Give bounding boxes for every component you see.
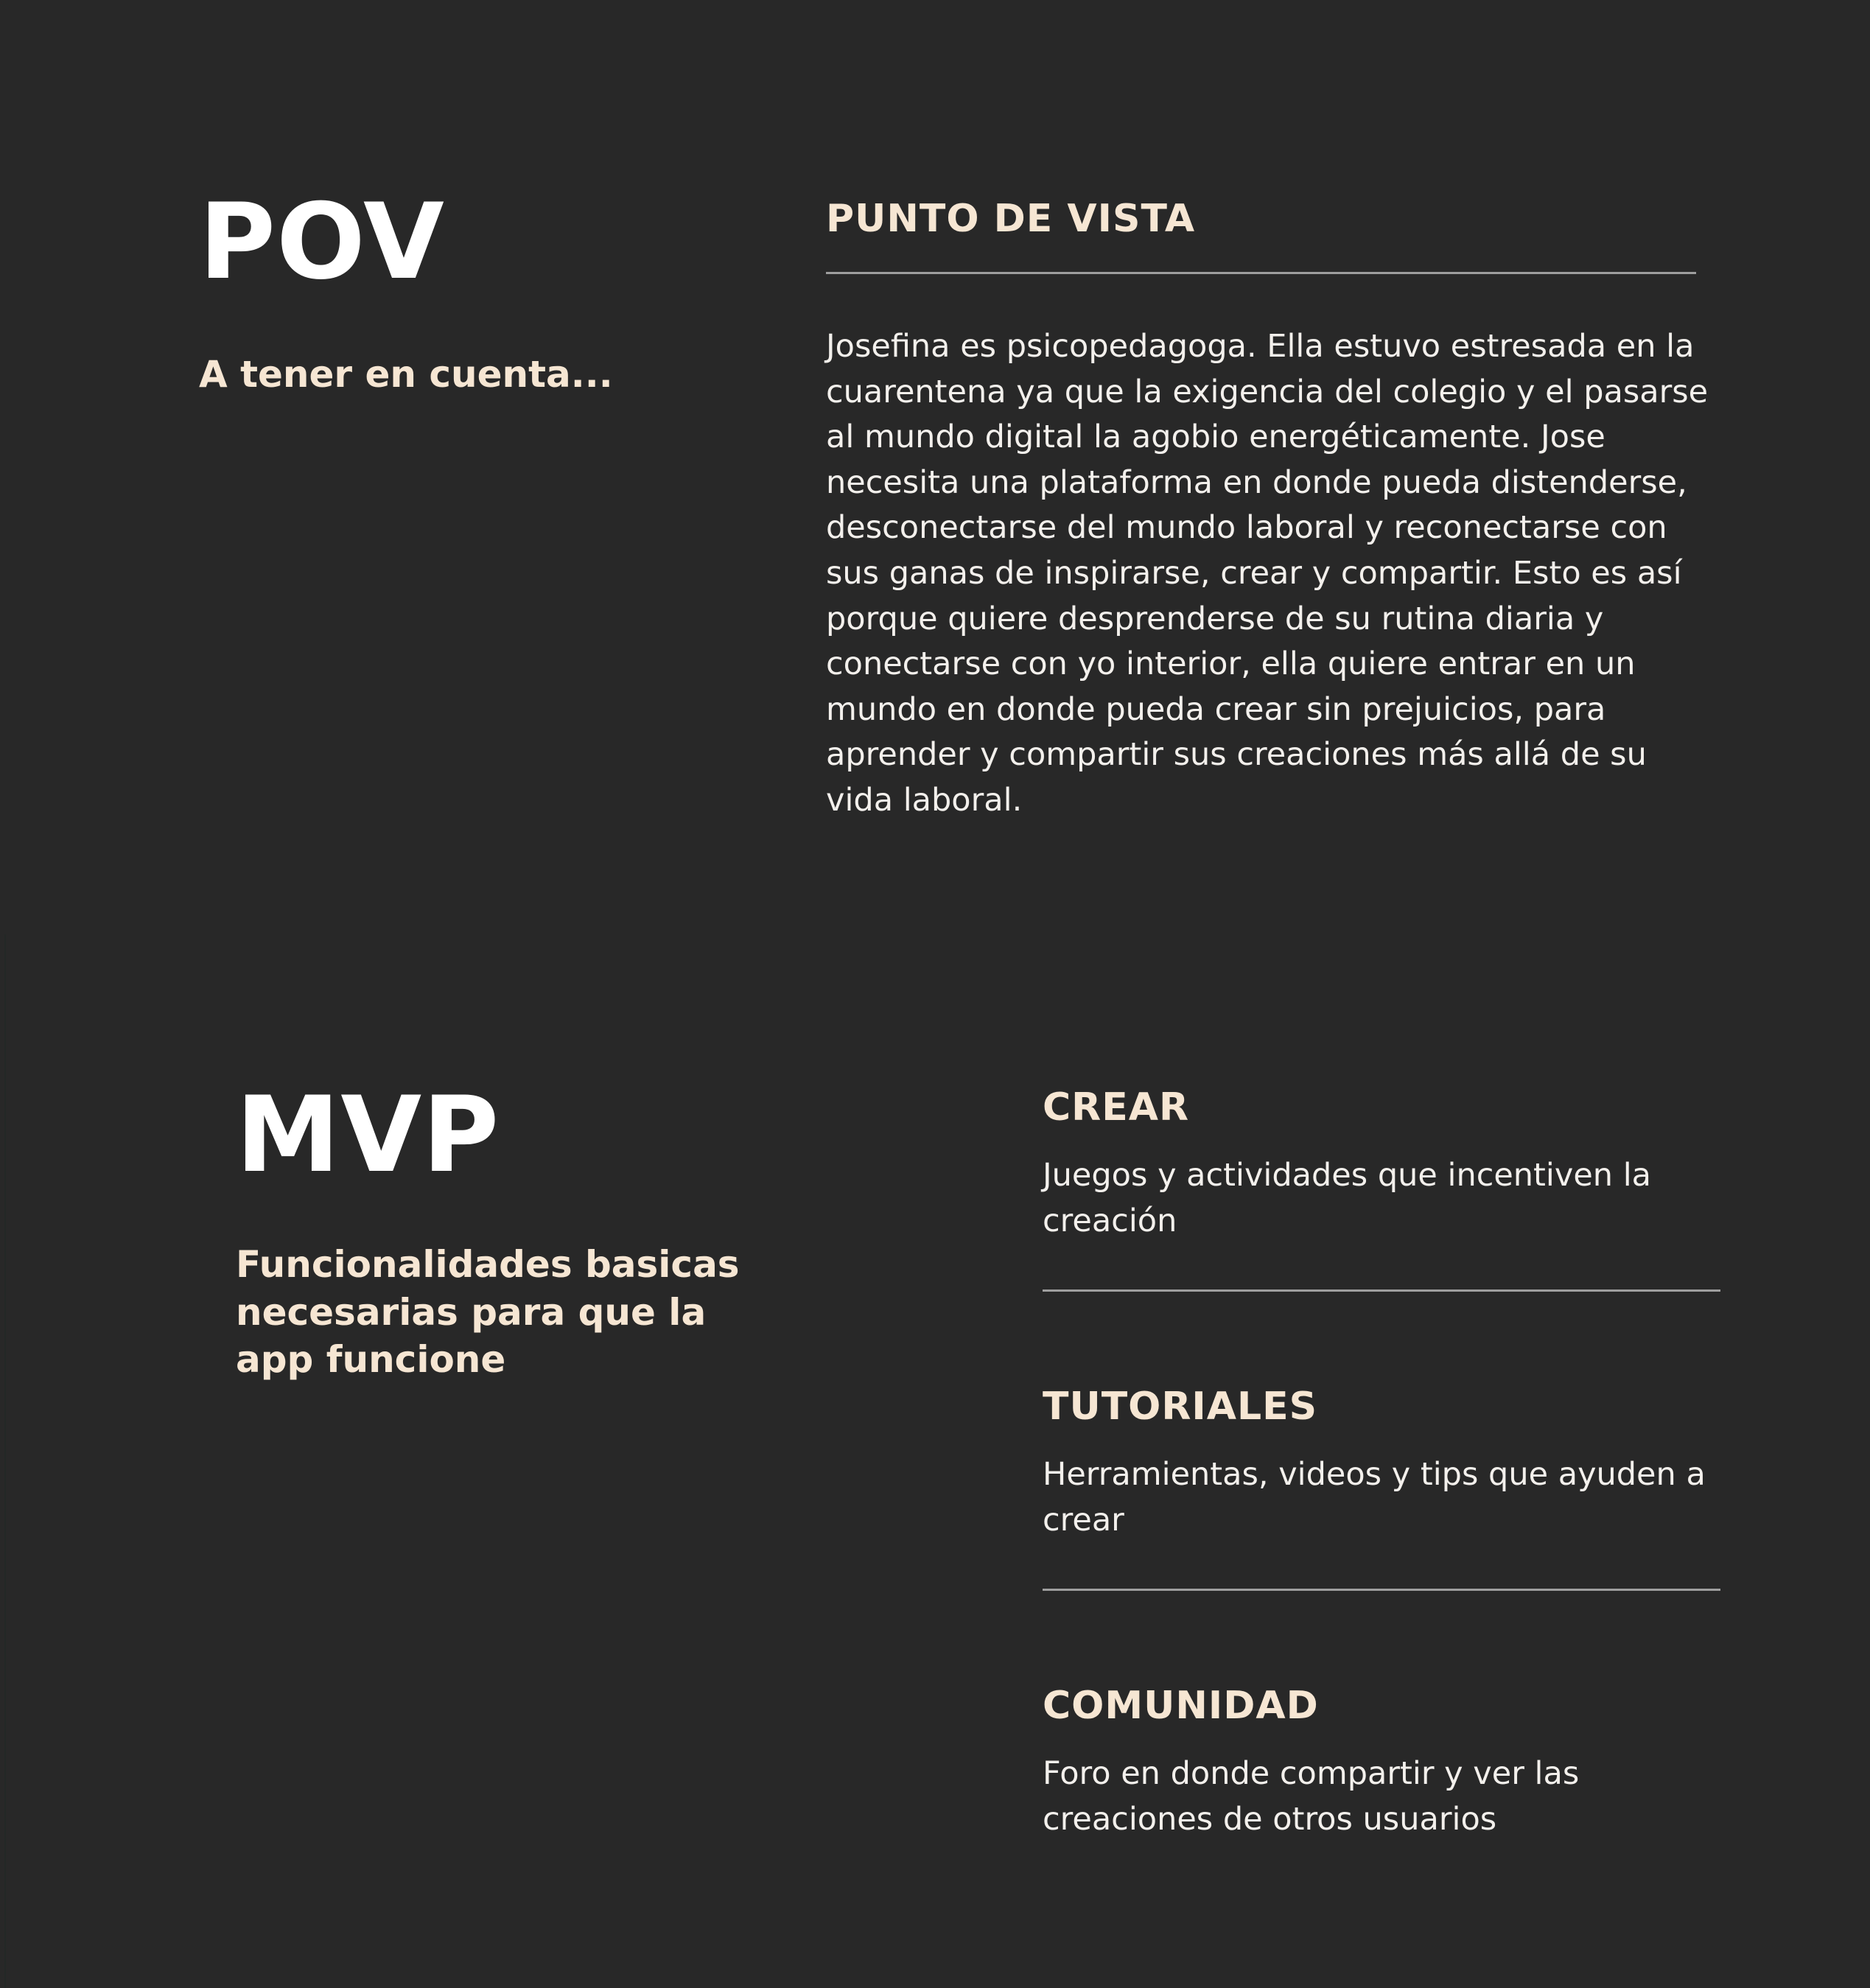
feature-description: Foro en donde compartir y ver las creaciones de otros usuarios <box>1043 1755 1580 1838</box>
feature-title: TUTORIALES <box>1043 1385 1318 1429</box>
pov-heading: PUNTO DE VISTA <box>826 197 1196 241</box>
left-edge-divider <box>4 934 6 1988</box>
feature-divider <box>1043 1589 1720 1591</box>
feature-description: Herramientas, videos y tips que ayuden a crear <box>1043 1456 1706 1539</box>
feature-comunidad <box>1043 1683 1720 1842</box>
pov-divider <box>826 272 1696 274</box>
pov-body-text: Josefina es psicopedagoga. Ella estuvo estresada en la cuarentena ya que la exigencia del colegio y el pasarse al mundo digital la agobio energéticamente. Jose necesita una plataforma en donde pueda distenderse, desconectarse del mundo laboral y reconectarse con sus ganas de inspirarse, crear y compartir. Esto es así porque quiere desprenderse de su rutina diaria y conectarse con yo interior, ella quiere entrar en un mundo en donde pueda crear sin prejuicios, para aprender y compartir sus creaciones más allá de su vida laboral. <box>826 328 1709 819</box>
feature-divider <box>1043 1289 1720 1292</box>
feature-title: COMUNIDAD <box>1043 1684 1319 1728</box>
pov-title: POV <box>199 181 445 303</box>
pov-subtitle: A tener en cuenta... <box>199 353 613 396</box>
feature-description: Juegos y actividades que incentiven la creación <box>1043 1157 1651 1240</box>
feature-crear <box>1043 1085 1720 1244</box>
mvp-subtitle: Funcionalidades basicas necesarias para que la app funcione <box>236 1243 740 1381</box>
feature-tutoriales <box>1043 1384 1720 1543</box>
feature-title: CREAR <box>1043 1085 1190 1130</box>
mvp-title: MVP <box>236 1074 500 1196</box>
